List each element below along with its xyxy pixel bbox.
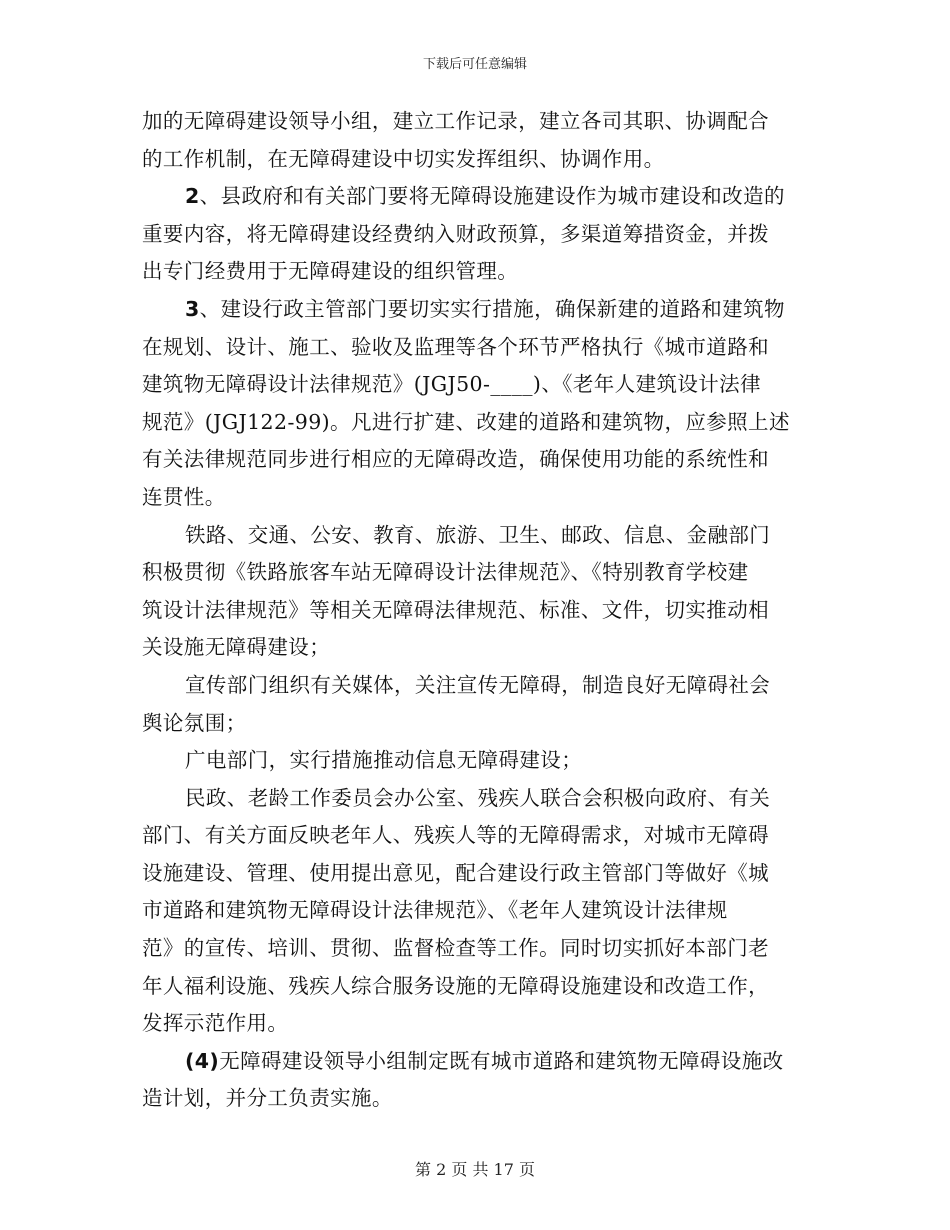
text-line: 铁路、交通、公安、教育、旅游、卫生、邮政、信息、金融部门 bbox=[185, 522, 771, 547]
page-header: 下载后可任意编辑 bbox=[422, 57, 527, 72]
text-line: 建筑物无障碍设计法律规范》(JGJ50-____)、《老年人建筑设计法律 bbox=[142, 372, 761, 397]
document-body bbox=[142, 103, 812, 1118]
text-line: 宣传部门组织有关媒体，关注宣传无障碍，制造良好无障碍社会 bbox=[185, 672, 771, 697]
text-line: 的工作机制，在无障碍建设中切实发挥组织、协调作用。 bbox=[142, 146, 665, 171]
paragraph-2-line bbox=[142, 178, 812, 216]
item-number-3: 3 bbox=[185, 296, 200, 321]
text-line: 积极贯彻《铁路旅客车站无障碍设计法律规范》、《特别教育学校建 bbox=[142, 560, 749, 585]
item-number-2: 2 bbox=[185, 184, 200, 209]
paragraph-3-line bbox=[142, 291, 812, 329]
text-line: 舆论氛围； bbox=[142, 710, 247, 735]
text-line: 加的无障碍建设领导小组，建立工作记录，建立各司其职、协调配合 bbox=[142, 109, 769, 133]
text-line: 在规划、设计、施工、验收及监理等各个环节严格执行《城市道路和 bbox=[142, 334, 769, 359]
text-line: 广电部门，实行措施推动信息无障碍建设； bbox=[185, 748, 583, 773]
paragraph-4-line bbox=[142, 1043, 812, 1081]
text-line: 、县政府和有关部门要将无障碍设施建设作为城市建设和改造的 bbox=[199, 184, 785, 209]
text-line: 筑设计法律规范》等相关无障碍法律规范、标准、文件，切实推动相 bbox=[142, 597, 769, 622]
text-line: 、建设行政主管部门要切实实行措施，确保新建的道路和建筑物 bbox=[199, 296, 785, 321]
page-footer: 第 2 页 共 17 页 bbox=[415, 1160, 535, 1179]
text-line: 造计划，并分工负责实施。 bbox=[142, 1086, 393, 1111]
text-line: 设施建设、管理、使用提出意见，配合建设行政主管部门等做好《城 bbox=[142, 860, 769, 885]
text-line: 发挥示范作用。 bbox=[142, 1011, 289, 1036]
text-line: 年人福利设施、残疾人综合服务设施的无障碍设施建设和改造工作， bbox=[142, 973, 769, 998]
text-line: 重要内容，将无障碍建设经费纳入财政预算，多渠道筹措资金，并拨 bbox=[142, 221, 769, 246]
text-line: 范》的宣传、培训、贯彻、监督检查等工作。同时切实抓好本部门老 bbox=[142, 936, 769, 961]
item-number-4: (4) bbox=[185, 1048, 220, 1073]
text-line: 部门、有关方面反映老年人、残疾人等的无障碍需求，对城市无障碍 bbox=[142, 823, 769, 848]
text-line: 规范》(JGJ122-99)。凡进行扩建、改建的道路和建筑物，应参照上述 bbox=[142, 409, 790, 434]
text-line: 有关法律规范同步进行相应的无障碍改造，确保使用功能的系统性和 bbox=[142, 447, 769, 472]
text-line: 无障碍建设领导小组制定既有城市道路和建筑物无障碍设施改 bbox=[219, 1048, 784, 1073]
text-line: 连贯性。 bbox=[142, 484, 226, 509]
text-line: 关设施无障碍建设； bbox=[142, 635, 331, 660]
text-line: 出专门经费用于无障碍建设的组织管理。 bbox=[142, 259, 519, 284]
text-line: 市道路和建筑物无障碍设计法律规范》、《老年人建筑设计法律规 bbox=[142, 898, 728, 923]
text-line: 民政、老龄工作委员会办公室、残疾人联合会积极向政府、有关 bbox=[185, 785, 771, 810]
